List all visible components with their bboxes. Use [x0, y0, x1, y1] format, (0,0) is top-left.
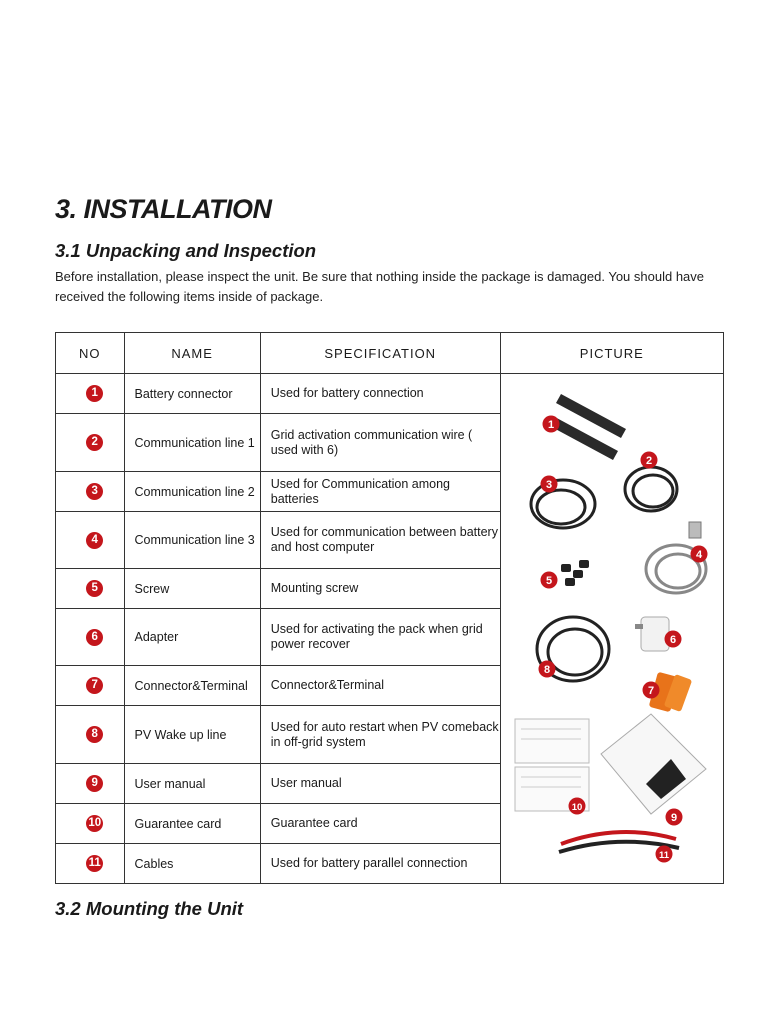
- item-number-badge: 1: [86, 385, 103, 402]
- item-number-badge: 2: [86, 434, 103, 451]
- item-spec: Used for communication between battery and host computer: [260, 512, 500, 569]
- item-number-badge: 6: [86, 629, 103, 646]
- package-items-table: [55, 332, 724, 884]
- item-spec: Used for auto restart when PV comeback in off-grid system: [260, 706, 500, 764]
- callout-7: 7: [647, 685, 654, 697]
- item-name: Battery connector: [124, 374, 260, 414]
- header-name: NAME: [124, 333, 260, 374]
- screws-image: [561, 560, 589, 586]
- callout-6: 6: [669, 634, 676, 646]
- callout-5: 5: [545, 575, 552, 587]
- item-spec: Used for battery connection: [260, 374, 500, 414]
- callout-3: 3: [545, 479, 552, 491]
- callout-4: 4: [695, 549, 702, 561]
- item-name: Communication line 3: [124, 512, 260, 569]
- communication-line-2-image: [531, 480, 595, 528]
- item-spec: Used for activating the pack when grid power recover: [260, 609, 500, 666]
- item-spec: Mounting screw: [260, 569, 500, 609]
- item-name: Adapter: [124, 609, 260, 666]
- battery-connector-image: [548, 394, 626, 460]
- item-name: Guarantee card: [124, 804, 260, 844]
- item-spec: Guarantee card: [260, 804, 500, 844]
- item-name: Communication line 2: [124, 472, 260, 512]
- adapter-image: [635, 617, 669, 651]
- item-number-badge: 4: [86, 532, 103, 549]
- item-spec: Grid activation communication wire ( used with 6): [260, 414, 500, 472]
- header-no: NO: [56, 333, 125, 374]
- item-spec: Connector&Terminal: [260, 666, 500, 706]
- header-picture: PICTURE: [500, 333, 723, 374]
- next-section-subtitle: 3.2 Mounting the Unit: [55, 898, 244, 919]
- callout-10: 10: [571, 802, 582, 813]
- callout-2: 2: [645, 455, 652, 467]
- communication-line-1-image: [625, 467, 677, 511]
- items-photo: [501, 374, 723, 889]
- item-number-badge: 7: [86, 677, 103, 694]
- item-number-badge: 11: [86, 855, 103, 872]
- item-name: Connector&Terminal: [124, 666, 260, 706]
- callout-9: 9: [670, 812, 677, 824]
- table-header-row: [56, 333, 724, 374]
- intro-paragraph: Before installation, please inspect the unit. Be sure that nothing inside the package is damaged. You should have received the following items inside of package.: [55, 269, 705, 304]
- header-specification: SPECIFICATION: [260, 333, 500, 374]
- item-number-badge: 5: [86, 580, 103, 597]
- item-name: User manual: [124, 764, 260, 804]
- item-number-badge: 10: [86, 815, 103, 832]
- callout-11: 11: [658, 850, 669, 861]
- user-manual-image: [601, 714, 706, 814]
- item-spec: Used for battery parallel connection: [260, 844, 500, 884]
- section-title: 3. INSTALLATION: [55, 194, 272, 224]
- guarantee-card-image: [515, 719, 589, 811]
- items-picture: [500, 374, 723, 884]
- item-name: Cables: [124, 844, 260, 884]
- item-spec: Used for Communication among batteries: [260, 472, 500, 512]
- item-name: Communication line 1: [124, 414, 260, 472]
- item-number-badge: 8: [86, 726, 103, 743]
- item-name: Screw: [124, 569, 260, 609]
- table-row: [56, 374, 724, 414]
- callout-8: 8: [543, 664, 550, 676]
- item-spec: User manual: [260, 764, 500, 804]
- section-subtitle: 3.1 Unpacking and Inspection: [55, 240, 317, 261]
- callout-1: 1: [547, 419, 554, 431]
- item-number-badge: 3: [86, 483, 103, 500]
- item-number-badge: 9: [86, 775, 103, 792]
- item-name: PV Wake up line: [124, 706, 260, 764]
